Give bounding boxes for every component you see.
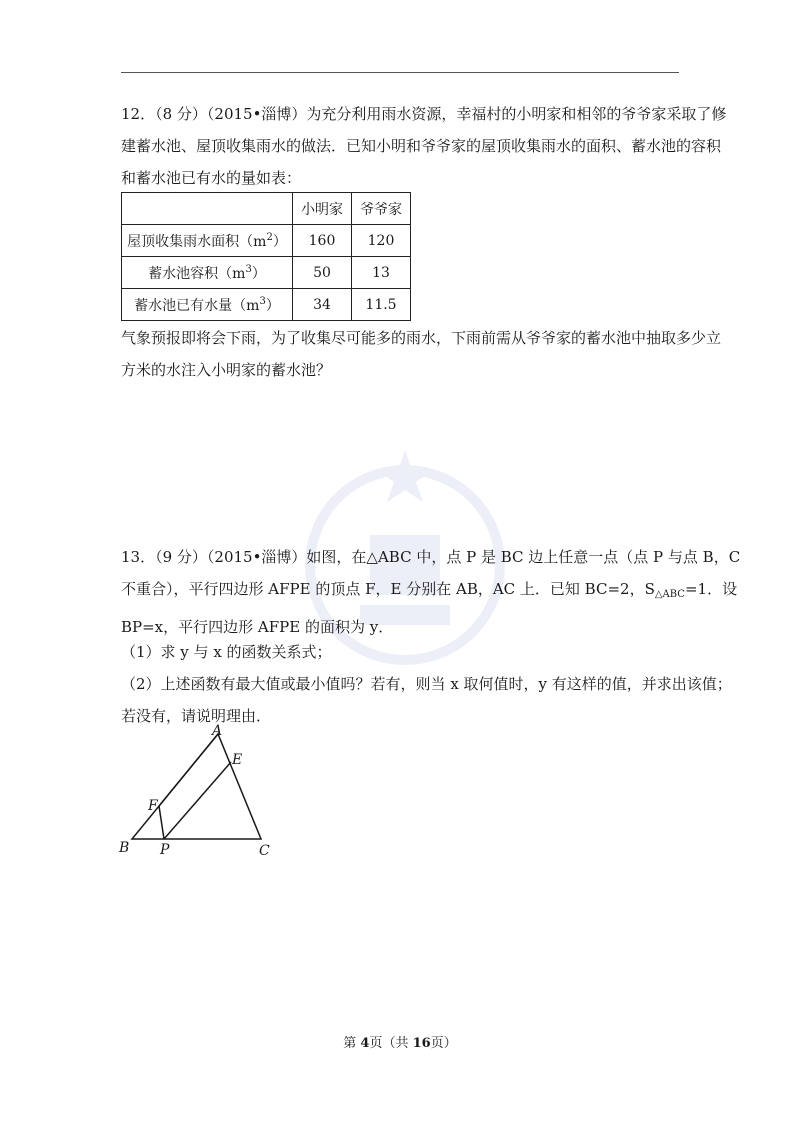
current-page-number: 4	[360, 1036, 370, 1051]
q12-after-line-1: 气象预报即将会下雨，为了收集尽可能多的雨水，下雨前需从爷爷家的蓄水池中抽取多少立	[121, 329, 722, 347]
q12-line-3: 和蓄水池已有水的量如表：	[121, 169, 302, 187]
table-row	[122, 257, 411, 289]
table-cell: 120	[352, 225, 411, 257]
side-pe	[164, 762, 231, 839]
table-row	[122, 225, 411, 257]
total-pages: 16	[412, 1036, 431, 1051]
label-e: E	[232, 752, 243, 768]
side-fp	[159, 806, 164, 839]
label-c: C	[259, 843, 270, 857]
table-row-label: 蓄水池容积$(m^3)$	[122, 257, 293, 289]
table-cell: 50	[293, 257, 352, 289]
page-footer: 第 4页（共 16页）	[343, 1036, 457, 1051]
table-cell: 160	[293, 225, 352, 257]
label-f: F	[148, 798, 158, 814]
question-13-text	[121, 541, 741, 643]
label-p: P	[160, 842, 170, 857]
label-b: B	[119, 840, 130, 856]
triangle-parallelogram-figure	[115, 722, 285, 857]
q13-line-3: BP=x，平行四边形 AFPE 的面积为 y．	[121, 618, 394, 636]
table-row-label: 屋顶收集雨水面积$(m^2)$	[122, 225, 293, 257]
triangle-abc	[132, 734, 261, 839]
q12-line-1: 12．（8 分）（2015•淄博）为充分利用雨水资源，幸福村的小明家和相邻的爷爷家采取了修	[121, 105, 727, 123]
table-cell: 13	[352, 257, 411, 289]
table-header-cell: 小明家	[293, 193, 352, 225]
side-af	[159, 734, 218, 806]
table-cell: 11.5	[352, 289, 411, 321]
q12-line-2: 建蓄水池、屋顶收集雨水的做法．已知小明和爷爷家的屋顶收集雨水的面积、蓄水池的容积	[121, 137, 722, 155]
header-rule	[121, 72, 679, 73]
q13-line-2: 不重合），平行四边形 AFPE 的顶点 F，E 分别在 AB，AC 上．已知 BC=2，$S_{\triangle ABC}=1$．设	[121, 580, 738, 600]
label-a: A	[212, 723, 223, 739]
rainwater-table	[121, 192, 411, 321]
q12-after-line-2: 方米的水注入小明家的蓄水池？	[121, 361, 332, 379]
question-12-text	[121, 98, 727, 194]
q13-part-2: （2）上述函数有最大值或最小值吗？若有，则当 x 取何值时，y 有这样的值，并求出该值； 若没有，请说明理由．	[121, 675, 732, 725]
question-12-prompt	[121, 322, 722, 386]
table-cell: 34	[293, 289, 352, 321]
table-row-label: 蓄水池已有水量$(m^3)$	[122, 289, 293, 321]
q13-line-1: 13．（9 分）（2015•淄博）如图，在△ABC 中，点 P 是 BC 边上任意一点（点 P 与点 B，C	[121, 548, 741, 566]
table-row	[122, 289, 411, 321]
table-header-row	[122, 193, 411, 225]
table-header-cell: 爷爷家	[352, 193, 411, 225]
table-header-cell	[122, 193, 293, 225]
q13-part-1: （1）求 y 与 x 的函数关系式；	[121, 643, 332, 661]
